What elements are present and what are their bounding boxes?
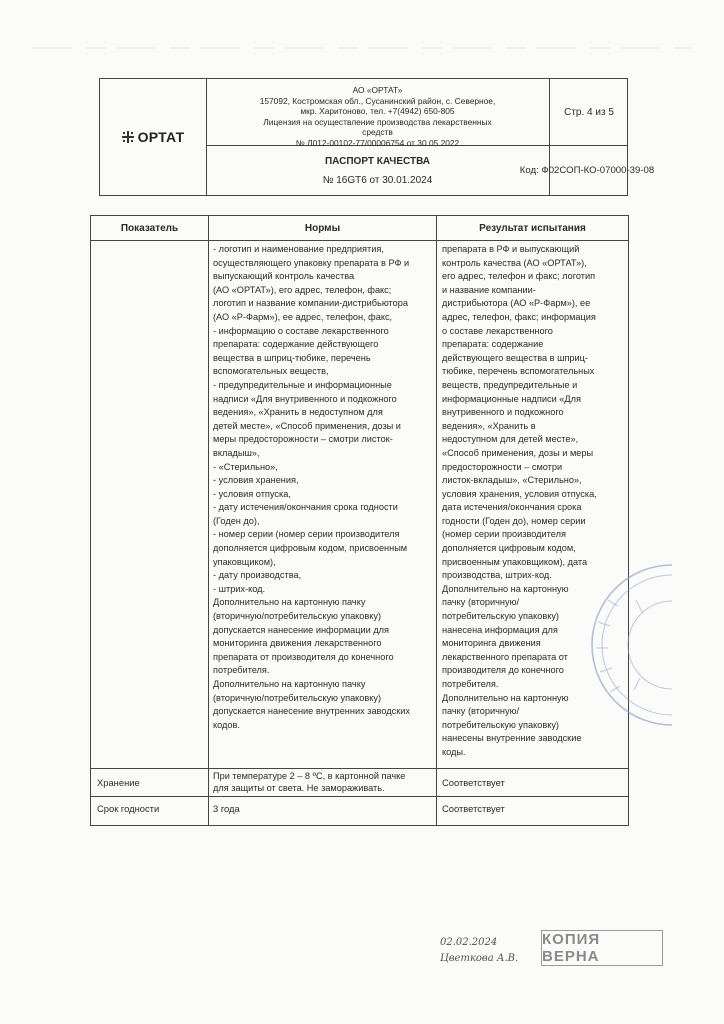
column-header-result: Результат испытания [479,222,586,234]
storage-label: Хранение [97,776,140,788]
scan-artifact [32,40,692,50]
document-title: ПАСПОРТ КАЧЕСТВА [324,156,431,167]
license-number: № Л012-00102-77/00006754 от 30.05.2022 [295,137,460,148]
column-header-norms: Нормы [304,222,341,234]
company-address: 157092, Костромская обл., Сусанинский район, с. Северное, [259,95,496,106]
logo-text: ОРТАТ [137,129,185,145]
storage-norm: При температуре 2 – 8 ºС, в картонной пачке для защиты от света. Не замораживать. [213,771,406,793]
norms-text: - логотип и наименование предприятия, осуществляющего упаковку препарата в РФ и выпускающий контроль качества (АО «ОРТАТ»), его адрес, телефон, факс; логотип и название компании-дистрибьютора (АО «Р-Фарм»), ее адрес, телефон, факс, - информацию о составе лекарственного препарата: содержание действующего вещества в шприц-тюбике, перечень вспомогательных веществ, - предупредительные и информационные надписи «Для внутривенного и подкожного ведения», «Хранить в недоступном для детей месте», «Способ применения, дозы и меры предосторожности – смотри листок- вкладыш», - «Стерильно», - условия хранения, - условия отпуска, - дату истечения/окончания срока годности (Годен до), - номер серии (номер серии производителя дополняется цифровым кодом, присвоенным упаковщиком), - дату производства, - штрих-код. Дополнительно на картонную пачку (вторичную/потребительскую упаковку) допускается нанесение информации для мониторинга движения лекарственного препарата от производителя до конечного потребителя. Дополнительно на картонную пачку (вторичную/потребительскую упаковку) допускается нанесение внутренних заводских кодов. [213,244,410,730]
license-line-2: средств [362,127,393,137]
shelf-life-norm: 3 года [213,802,240,814]
page-number: Стр. 4 из 5 [550,79,628,146]
shelf-life-result: Соответствует [442,802,505,814]
license-line: Лицензия на осуществление производства лекарственных [263,116,492,127]
company-phone: мкр. Харитоново, тел. +7(4942) 650-805 [300,106,455,116]
document-number: № 16GT6 от 30.01.2024 [322,175,433,186]
quality-table [90,215,629,826]
company-info [206,79,550,146]
shelf-life-label: Срок годности [97,802,160,814]
document-title-block [206,146,550,195]
company-name: АО «ОРТАТ» [352,85,403,95]
signature-name: Цветкова А.В. [440,953,519,964]
storage-result: Соответствует [442,776,505,788]
signature-date: 02.02.2024 [440,937,498,948]
signature-block [440,935,518,967]
copy-verified-stamp: КОПИЯ ВЕРНА [541,930,663,966]
result-text: препарата в РФ и выпускающий контроль качества (АО «ОРТАТ»), его адрес, телефон и факс; логотип и название компании- дистрибьютора (АО «Р-Фарм»), ее адрес, телефон, факс; информация о составе лекарственного препарата: содержание действующего вещества в шприц- тюбике, перечень вспомогательных веществ, предупредительные и информационные надписи «Для внутривенного и подкожного ведения», «Хранить в недоступном для детей месте», «Способ применения, дозы и меры предосторожности – смотри листок-вкладыш», «Стерильно», условия хранения, условия отпуска, дата истечения/окончания срока годности (Годен до), номер серии (номер серии производителя дополняется цифровым кодом, присвоенным упаковщиком), дата производства, штрих-код. Дополнительно на картонную пачку (вторичную/ потребительскую упаковку) нанесена информация для мониторинга движения лекарственного препарата от производителя до конечного потребителя. Дополнительно на картонную пачку (вторичную/ потребительскую упаковку) нанесены внутренние заводские коды. [442,244,597,757]
logo-icon [122,131,134,143]
document-header [99,78,655,196]
column-header-indicator: Показатель [120,222,179,234]
company-logo [100,79,207,195]
document-code: Код: Ф02СОП-КО-07000-39-08 [519,165,655,176]
